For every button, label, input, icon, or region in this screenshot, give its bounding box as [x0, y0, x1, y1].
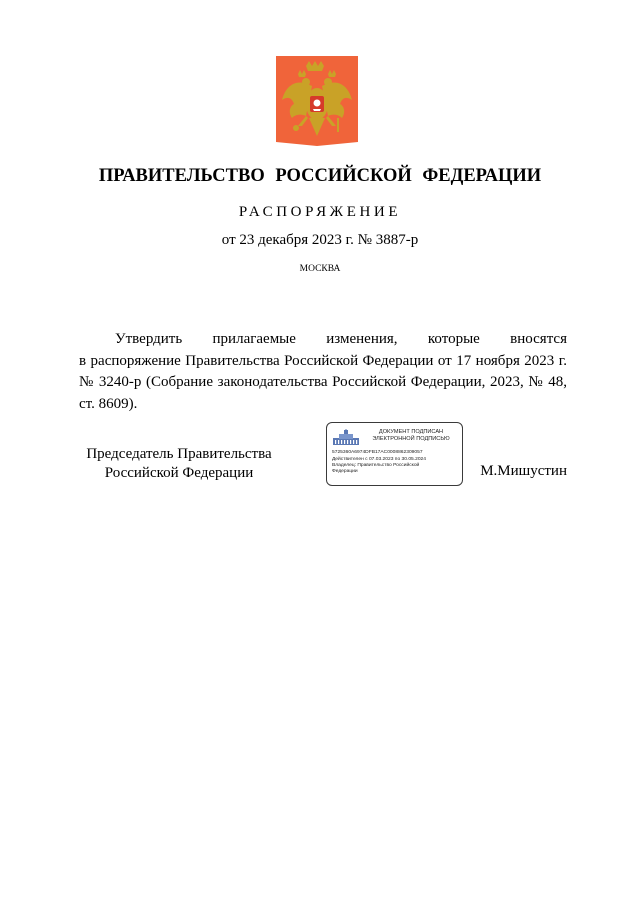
certificate-owner: [332, 463, 419, 475]
stamp-title-line: ЭЛЕКТРОННОЙ ПОДПИСЬЮ: [372, 436, 450, 442]
signer-position-line: Председатель Правительства: [86, 446, 272, 462]
coat-of-arms-emblem: [276, 56, 358, 146]
order-body: [79, 329, 567, 415]
signer-name: М.Мишустин: [480, 463, 567, 479]
signer-position-line: Российской Федерации: [104, 465, 254, 481]
signer-position: [79, 445, 279, 483]
body-line: Утвердить прилагаемые изменения, которые вносятся: [115, 331, 567, 347]
document-type: РАСПОРЯЖЕНИЕ: [238, 204, 402, 220]
government-title: ПРАВИТЕЛЬСТВО РОССИЙСКОЙ ФЕДЕРАЦИИ: [98, 166, 542, 186]
body-line: ст. 8609).: [79, 395, 138, 412]
document-date-number: от 23 декабря 2023 г. № 3887-р: [221, 232, 419, 248]
certificate-owner-line: Федерации: [332, 469, 358, 474]
certificate-validity: Действителен с 07.03.2023 по 30.05.2024: [332, 457, 426, 462]
stamp-title-line: ДОКУМЕНТ ПОДПИСАН: [378, 429, 444, 435]
document-city: МОСКВА: [299, 264, 341, 274]
government-building-icon: [333, 429, 359, 445]
body-line: в распоряжение Правительства Российской Федерации от 17 ноября 2023 г.: [79, 352, 567, 369]
electronic-signature-stamp: [326, 422, 463, 486]
certificate-owner-line: Владелец: Правительство Российской: [332, 463, 420, 468]
body-line: № 3240-р (Собрание законодательства Российской Федерации, 2023, № 48,: [79, 374, 567, 390]
certificate-serial: 5725360A6974DFB17AC0008862309057: [332, 450, 423, 455]
stamp-title: [363, 429, 459, 443]
